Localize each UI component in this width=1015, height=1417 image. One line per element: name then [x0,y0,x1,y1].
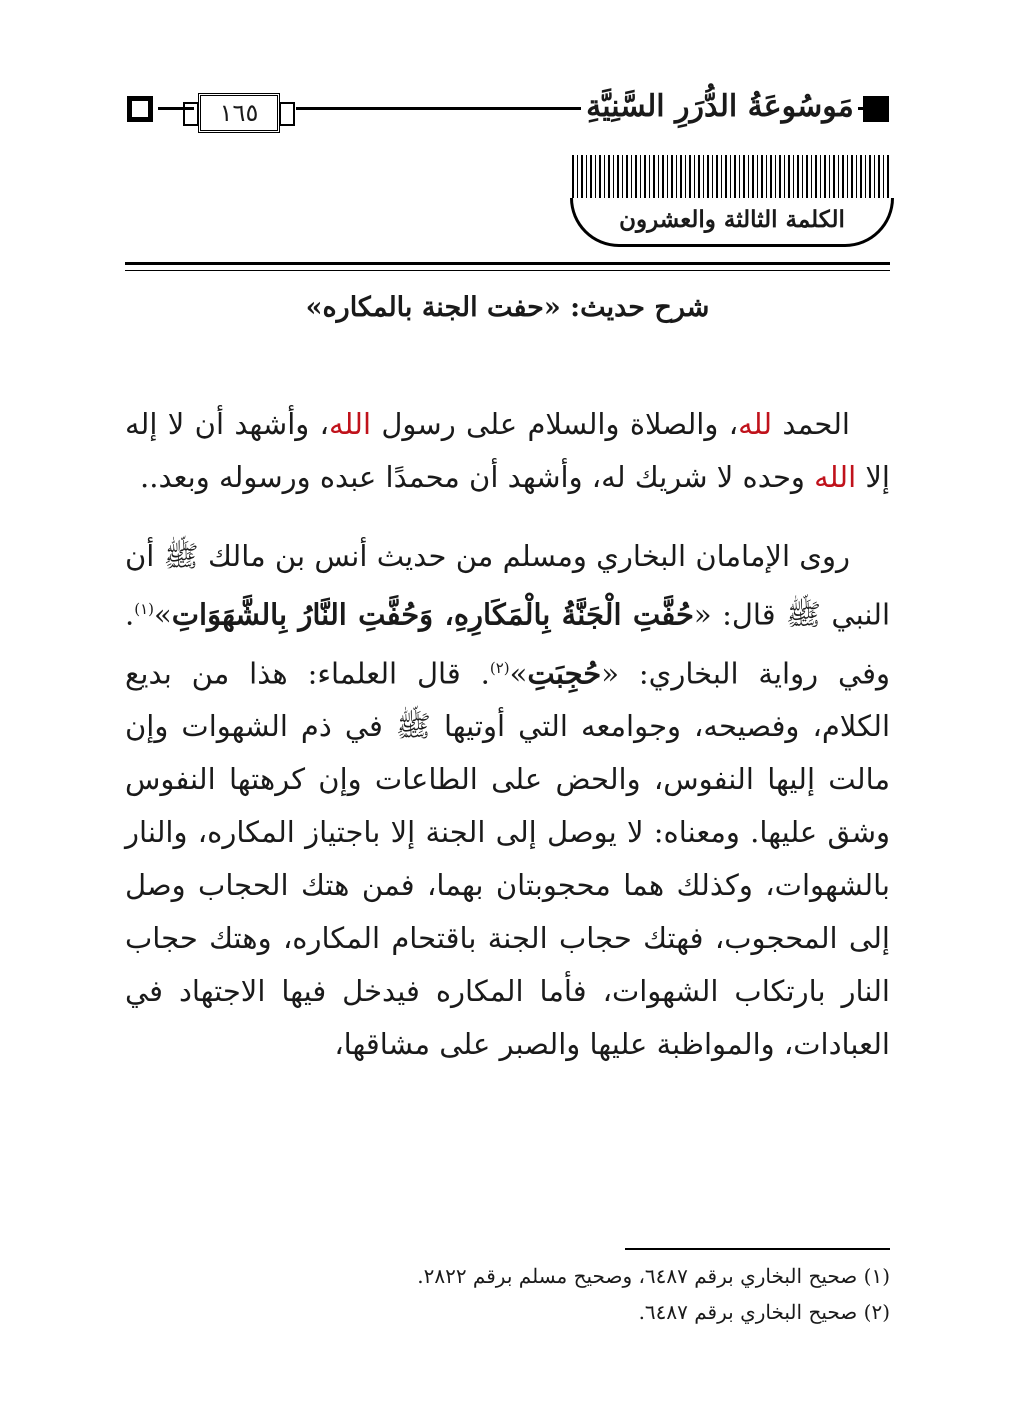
hadith-text: حُجِبَتِ [527,656,602,691]
text-run: » [154,597,172,632]
footnote-ref[interactable]: (١) [134,600,154,618]
divider [125,262,890,265]
text-run: وحده لا شريك له، وأشهد أن محمدًا عبده ورسوله وبعد.. [140,460,815,494]
section-title: شرح حديث: «حفت الجنة بالمكاره» [305,292,710,323]
divine-name: الله [328,407,372,441]
paragraph-hadith [125,530,890,1071]
header-line [296,107,581,110]
divine-name: لله [738,407,773,441]
footnotes [125,1258,890,1330]
footnote-ref[interactable]: (٢) [489,658,510,677]
divine-name: الله [814,460,857,494]
text-run: . قال العلماء: هذا من بديع الكلام، وفصيحه، وجوامعه التي أوتيها ﷺ في ذم الشهوات وإن مالت إليها النفوس، والحض على الطاعات وإن كرهتها النفوس وشق عليها. ومعناه: لا يوصل إلى الجنة إلا باجتياز المكاره، والنار بالشهوات، وكذلك هما محجوبتان بهما، فمن هتك الحجاب وصل إلى المحجوب، فهتك حجاب الجنة باقتحام المكاره، وهتك حجاب النار بارتكاب الشهوات، فأما المكاره فيدخل فيها الاجتهاد في العبادات، والمواظبة عليها والصبر على مشاقها، [125,656,890,1062]
site-title: مَوسُوعَةُ الدُّرَرِ السَّنِيَّةِ [586,89,854,124]
chapter-label: الكلمة الثالثة والعشرون [570,198,894,247]
body-text [125,398,890,1071]
frame-square-icon [127,96,153,122]
text-run: ، وأشهد أن لا إله إلا [125,407,890,494]
text-run: روى الإمامان البخاري ومسلم من حديث أنس بن مالك ﷺ أن النبي ﷺ قال: « [125,539,890,632]
text-run: » [509,656,528,691]
divider [125,270,890,271]
text-run: الحمد [772,407,850,441]
page-number: ١٦٥ [198,93,280,133]
footnote-divider [625,1248,890,1250]
hadith-text: حُفَّتِ الْجَنَّةُ بِالْمَكَارِهِ، وَحُفَّتِ النَّارُ بِالشَّهَوَاتِ [171,597,694,632]
paragraph-intro [125,398,890,504]
footnote-item: (١) صحيح البخاري برقم ٦٤٨٧، وصحيح مسلم برقم ٢٨٢٢. [417,1264,890,1288]
frame-square-icon [863,96,889,122]
text-run: ، والصلاة والسلام على رسول [371,407,739,441]
page-header [0,0,1015,280]
footnote-item: (٢) صحيح البخاري برقم ٦٤٨٧. [638,1300,890,1324]
text-run: . وفي رواية البخاري: « [125,597,890,691]
